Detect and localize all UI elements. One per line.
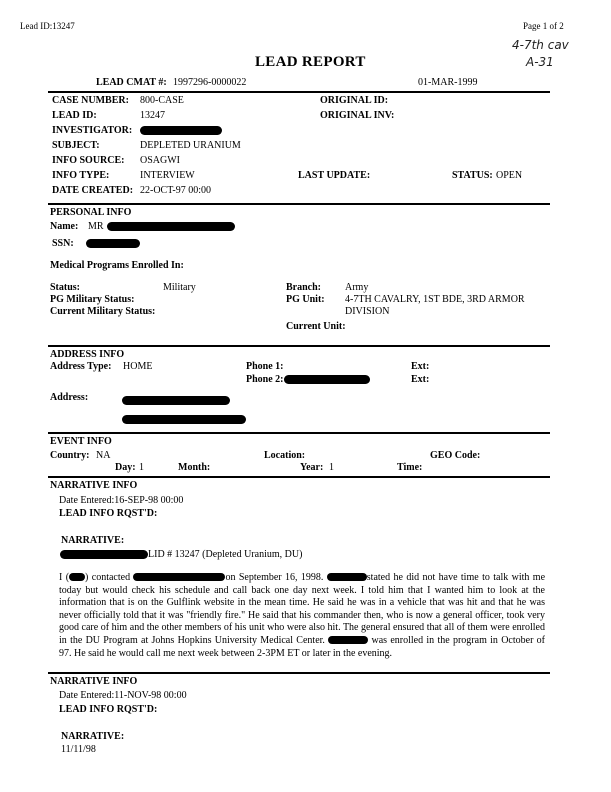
- cmat-label: LEAD CMAT #:: [96, 77, 167, 88]
- divider: [48, 345, 550, 347]
- day-value: 1: [139, 462, 144, 473]
- pg-military-status-label: PG Military Status:: [50, 294, 135, 305]
- country-value: NA: [96, 450, 111, 461]
- section-title-personal: PERSONAL INFO: [50, 207, 132, 218]
- current-unit-label: Current Unit:: [286, 321, 346, 332]
- divider: [48, 91, 550, 93]
- narrative-1-rqst-label: LEAD INFO RQST'D:: [59, 508, 158, 519]
- ssn-label: SSN:: [52, 238, 74, 249]
- day-label: Day:: [115, 462, 136, 473]
- handwritten-note-unit: 4-7th cav: [512, 38, 569, 52]
- narrative-1-paragraph: [59, 572, 545, 660]
- original-id-label: ORIGINAL ID:: [320, 95, 389, 106]
- lead-id-label: LEAD ID:: [52, 110, 97, 121]
- investigator-redaction: [140, 126, 222, 135]
- narrative-1-name-redaction: [60, 550, 148, 559]
- section-title-address: ADDRESS INFO: [50, 349, 125, 360]
- name-label: Name:: [50, 221, 79, 232]
- medical-programs-label: Medical Programs Enrolled In:: [50, 260, 184, 271]
- contact-name-redaction: [133, 573, 225, 581]
- address-type-label: Address Type:: [50, 361, 112, 372]
- branch-value: Army: [345, 282, 369, 293]
- pg-unit-value: 4-7TH CAVALRY, 1ST BDE, 3RD ARMOR: [345, 294, 525, 305]
- ext1-label: Ext:: [411, 361, 430, 372]
- address-line2-redaction: [122, 415, 246, 424]
- interviewer-redaction: [69, 573, 85, 581]
- narrative-1-reference-line: LID # 13247 (Depleted Uranium, DU): [148, 549, 303, 560]
- page-number: Page 1 of 2: [523, 21, 564, 31]
- narrative-1-text-date: on September 16, 1998.: [225, 572, 324, 583]
- pg-unit-label: PG Unit:: [286, 294, 325, 305]
- section-title-event: EVENT INFO: [50, 436, 112, 447]
- name-redaction: [107, 222, 235, 231]
- phone2-label: Phone 2:: [246, 374, 284, 385]
- section-title-narrative-2: NARRATIVE INFO: [50, 676, 138, 687]
- narrative-1-text-contacted: ) contacted: [85, 572, 131, 583]
- divider: [48, 432, 550, 434]
- mil-status-label: Status:: [50, 282, 81, 293]
- narrative-2-label: NARRATIVE:: [61, 731, 125, 742]
- ssn-redaction: [86, 239, 140, 248]
- info-source-label: INFO SOURCE:: [52, 155, 125, 166]
- mil-status-value: Military: [163, 282, 196, 293]
- subject-redaction-2: [328, 636, 368, 644]
- address-type-value: HOME: [123, 361, 153, 372]
- divider: [48, 476, 550, 478]
- pg-unit-value-cont: DIVISION: [345, 306, 390, 317]
- info-type-label: INFO TYPE:: [52, 170, 110, 181]
- name-prefix: MR: [88, 221, 104, 232]
- info-type-value: INTERVIEW: [140, 170, 195, 181]
- ext2-label: Ext:: [411, 374, 430, 385]
- divider: [48, 203, 550, 205]
- investigator-label: INVESTIGATOR:: [52, 125, 133, 136]
- subject-redaction: [327, 573, 367, 581]
- subject-label: SUBJECT:: [52, 140, 100, 151]
- date-created-value: 22-OCT-97 00:00: [140, 185, 212, 196]
- report-date: 01-MAR-1999: [418, 77, 478, 88]
- narrative-1-date-entered: Date Entered:16-SEP-98 00:00: [59, 495, 184, 506]
- lead-id-value: 13247: [140, 110, 165, 121]
- header-lead-id: Lead ID:13247: [20, 21, 75, 31]
- page-title: LEAD REPORT: [255, 54, 366, 70]
- address-label: Address:: [50, 392, 89, 403]
- phone2-redaction: [284, 375, 370, 384]
- month-label: Month:: [178, 462, 211, 473]
- address-line1-redaction: [122, 396, 230, 405]
- info-source-value: OSAGWI: [140, 155, 180, 166]
- narrative-1-text-stated: stated he did not have time to talk: [366, 572, 509, 583]
- phone1-label: Phone 1:: [246, 361, 284, 372]
- handwritten-note-code: A-31: [526, 55, 554, 69]
- year-value: 1: [329, 462, 334, 473]
- status-value: OPEN: [496, 170, 523, 181]
- date-created-label: DATE CREATED:: [52, 185, 134, 196]
- branch-label: Branch:: [286, 282, 321, 293]
- narrative-1-label: NARRATIVE:: [61, 535, 125, 546]
- narrative-1-text-i: I (: [59, 572, 70, 583]
- case-number-label: CASE NUMBER:: [52, 95, 129, 106]
- year-label: Year:: [300, 462, 324, 473]
- last-update-label: LAST UPDATE:: [298, 170, 371, 181]
- narrative-1-text-enrolled: was enrolled in the program in October of 97. He said he would call me next week between 2-3PM ET or later in the evening.: [59, 634, 546, 659]
- time-label: Time:: [397, 462, 423, 473]
- original-inv-label: ORIGINAL INV:: [320, 110, 395, 121]
- narrative-2-date-entered: Date Entered:11-NOV-98 00:00: [59, 690, 187, 701]
- country-label: Country:: [50, 450, 90, 461]
- location-label: Location:: [264, 450, 306, 461]
- narrative-2-rqst-label: LEAD INFO RQST'D:: [59, 704, 158, 715]
- cmat-value: 1997296-0000022: [173, 77, 247, 88]
- current-military-status-label: Current Military Status:: [50, 306, 156, 317]
- narrative-2-date-line: 11/11/98: [61, 744, 96, 755]
- case-number-value: 800-CASE: [140, 95, 184, 106]
- subject-value: DEPLETED URANIUM: [140, 140, 241, 151]
- section-title-narrative-1: NARRATIVE INFO: [50, 480, 138, 491]
- divider: [48, 672, 550, 674]
- narrative-1-text-body: with me today but would check his schedule and call back one day next week. I told him that I wanted him to look at the information that is on the Gulflink website in the mean time. He said he was in a vehicle that was hit and that he was never officially told that it was "friendly fire." He said that his commander then, who is now a general officer, took very good care of him and the other members of his unit who were also hit. The general ensured that all of them were enrolled in the DU Program at Johns Hopkins University Medical Center.: [59, 572, 546, 646]
- status-label: STATUS:: [452, 170, 493, 181]
- geo-code-label: GEO Code:: [430, 450, 481, 461]
